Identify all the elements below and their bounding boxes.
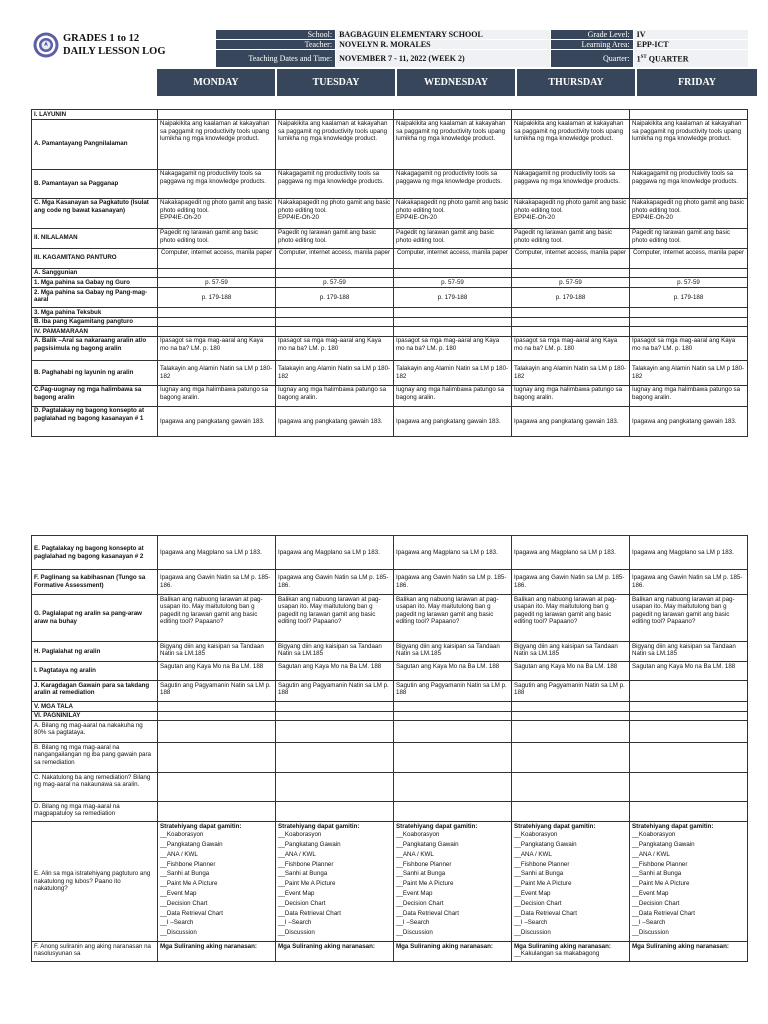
cell-tuesday: Iugnay ang mga halimbawa patungo sa bagong aralin. <box>276 385 394 406</box>
strategy-item: __ANA / KWL <box>278 850 316 858</box>
cell-text: Nakakapagedit ng photo gamit ang basic photo editing tool. <box>514 199 627 214</box>
cell-friday: p. 179-188 <box>630 288 748 308</box>
strategy-item: __Data Retrieval Chart <box>632 909 695 917</box>
row-label: A. Balik –Aral sa nakaraang aralin at/o pagsisimula ng bagong aralin <box>32 336 158 360</box>
cell-friday <box>630 198 748 228</box>
cell-tuesday: p. 179-188 <box>276 288 394 308</box>
cell-friday: Ipasagot sa mga mag-aaral ang Kaya mo na ba? LM. p. 180 <box>630 336 748 360</box>
row-istratehiya <box>32 822 748 942</box>
cell-wednesday: Naipakikita ang kaalaman at kakayahan sa paggamit ng productivity tools upang lumikha ng mga knowledge product. <box>394 119 512 169</box>
cell-wednesday: Sagutan ang Kaya Mo na Ba LM. 188 <box>394 662 512 681</box>
strategy-item: __Decision Chart <box>278 899 326 907</box>
row-label: 3. Mga pahina Teksbuk <box>32 308 158 318</box>
cell-thursday <box>512 822 630 942</box>
strategy-item: __Koaborasyon <box>632 831 676 839</box>
strategy-item: __Fishbone Planner <box>396 860 452 868</box>
cell-thursday: p. 179-188 <box>512 288 630 308</box>
cell-monday <box>158 198 276 228</box>
title-block <box>63 32 166 58</box>
strategy-item: __Sanhi at Bunga <box>396 870 446 878</box>
row-sanggunian <box>32 268 748 278</box>
row-label: D. Bilang ng mga mag-aaral na magpapatuloy sa remediation <box>32 802 158 822</box>
cell-monday: Nakagagamit ng productivity tools sa paggawa ng mga knowledge products. <box>158 169 276 198</box>
row-layunin <box>32 110 748 120</box>
cell-wednesday: Sagutin ang Pagyamanin Natin sa LM p. 188 <box>394 681 512 702</box>
cell-monday: Naipakikita ang kaalaman at kakayahan sa paggamit ng productivity tools upang lumikha ng mga knowledge product. <box>158 119 276 169</box>
strategy-item: __Koaborasyon <box>396 831 440 839</box>
cell-friday: p. 57-59 <box>630 278 748 288</box>
row-label: C. Mga Kasanayan sa Pagkatuto (Isulat ang code ng bawat kasanayan) <box>32 198 158 228</box>
row-nakatulong <box>32 773 748 802</box>
strategy-heading: Stratehiyang dapat gamitin: <box>514 822 596 830</box>
cell-tuesday: Ipagawa ang pangkatang gawain 183. <box>276 406 394 436</box>
strategy-item: __Paint Me A Picture <box>514 880 572 888</box>
strategy-item: __Decision Chart <box>514 899 562 907</box>
school-label: School: <box>216 30 336 40</box>
strategy-item: __I –Search <box>514 919 548 927</box>
strategy-item: __Decision Chart <box>396 899 444 907</box>
day-header-friday: FRIDAY <box>637 69 757 96</box>
strategy-item: __Sanhi at Bunga <box>632 870 682 878</box>
cell-monday <box>158 822 276 942</box>
strategy-item: __ANA / KWL <box>160 850 198 858</box>
cell-tuesday: Ipagawa ang Gawin Natin sa LM p. 185-186. <box>276 570 394 595</box>
title-dll: DAILY LESSON LOG <box>63 46 166 57</box>
strategy-item: __Discussion <box>278 929 315 937</box>
row-label: D. Pagtalakay ng bagong konsepto at paglalahad ng bagong kasanayan # 1 <box>32 406 158 436</box>
row-label: J. Karagdagan Gawain para sa takdang aralin at remediation <box>32 681 158 702</box>
cell-thursday: Ipagawa ang Magplano sa LM p 183. <box>512 536 630 570</box>
row-paglalahat <box>32 642 748 662</box>
cell-wednesday: Mga Suliraning aking naranasan: <box>394 942 512 962</box>
strategy-item: __Sanhi at Bunga <box>160 870 210 878</box>
strategy-item: __Koaborasyon <box>160 831 204 839</box>
row-pagtalakay1 <box>32 406 748 436</box>
cell-thursday: Ipagawa ang Gawin Natin sa LM p. 185-186. <box>512 570 630 595</box>
strategy-item: __Data Retrieval Chart <box>396 909 459 917</box>
row-label: E. Alin sa mga istratehiyang pagtuturo ang nakatulong ng lubos? Paano ito nakatulong? <box>32 822 158 942</box>
cell-thursday: Naipakikita ang kaalaman at kakayahan sa paggamit ng productivity tools upang lumikha ng mga knowledge product. <box>512 119 630 169</box>
cell-thursday: Iugnay ang mga halimbawa patungo sa bagong aralin. <box>512 385 630 406</box>
day-headers <box>157 69 757 96</box>
row-label: 2. Mga pahina sa Gabay ng Pang-mag-aaral <box>32 288 158 308</box>
row-label: H. Paglalahat ng aralin <box>32 642 158 662</box>
strategy-item: __ANA / KWL <box>514 850 552 858</box>
row-label: I. Pagtataya ng aralin <box>32 662 158 681</box>
row-paglalapat <box>32 595 748 642</box>
row-pamantayang <box>32 119 748 169</box>
cell-wednesday: Iugnay ang mga halimbawa patungo sa bagong aralin. <box>394 385 512 406</box>
strategy-item: __I –Search <box>632 919 666 927</box>
row-pagganap <box>32 169 748 198</box>
quarter-rest: QUARTER <box>646 54 689 64</box>
lesson-table-part1 <box>31 109 748 437</box>
cell-text: Nakakapagedit ng photo gamit ang basic photo editing tool. <box>396 199 509 214</box>
cell-monday: Balikan ang nabuong larawan at pag-usapan ito. May maitutulong ban g pagedit ng larawan gamit ang basic editing tool? Papaano? <box>158 595 276 642</box>
strategy-item: __Sanhi at Bunga <box>514 870 564 878</box>
cell-friday: Pagedit ng larawan gamit ang basic photo editing tool. <box>630 228 748 248</box>
cell-friday: Balikan ang nabuong larawan at pag-usapan ito. May maitutulong ban g pagedit ng larawan gamit ang basic editing tool? Papaano? <box>630 595 748 642</box>
cell-monday: Ipagawa ang Gawin Natin sa LM p. 185-186. <box>158 570 276 595</box>
cell-friday: Talakayin ang Alamin Natin sa LM p 180-182 <box>630 360 748 385</box>
cell-tuesday: p. 57-59 <box>276 278 394 288</box>
cell-wednesday: Nakagagamit ng productivity tools sa paggawa ng mga knowledge products. <box>394 169 512 198</box>
cell-tuesday: Pagedit ng larawan gamit ang basic photo editing tool. <box>276 228 394 248</box>
strategy-item: __I –Search <box>396 919 430 927</box>
strategy-heading: Stratehiyang dapat gamitin: <box>278 822 360 830</box>
cell-extra: __Kakulangan sa makabagong <box>514 950 600 958</box>
row-suliranin <box>32 942 748 962</box>
cell-tuesday: Sagutin ang Pagyamanin Natin sa LM p. 188 <box>276 681 394 702</box>
row-label: F. Anong suliranin ang aking naranasan na nasolusyunan sa <box>32 942 158 962</box>
dates-value: NOVEMBER 7 - 11, 2022 (WEEK 2) <box>336 50 550 68</box>
cell-friday: Computer, internet access, manila paper <box>630 248 748 268</box>
quarter-value <box>633 50 748 68</box>
day-header-monday: MONDAY <box>157 69 275 96</box>
strategy-item: __Pangkatang Gawain <box>160 841 223 849</box>
row-label: C.Pag-uugnay ng mga halimbawa sa bagong aralin <box>32 385 158 406</box>
cell-thursday: Ipagawa ang pangkatang gawain 183. <box>512 406 630 436</box>
cell-monday: Sagutin ang Pagyamanin Natin sa LM p. 188 <box>158 681 276 702</box>
cell-text: Nakakapagedit ng photo gamit ang basic photo editing tool. <box>632 199 745 214</box>
row-label: E. Pagtalakay ng bagong konsepto at paglalahad ng bagong kasanayan # 2 <box>32 536 158 570</box>
row-label: C. Nakatulong ba ang remediation? Bilang ng mag-aaral na nakaunawa sa aralin. <box>32 773 158 802</box>
quarter-sup: ST <box>640 55 647 61</box>
strategy-item: __Pangkatang Gawain <box>514 841 577 849</box>
row-label: V. MGA TALA <box>32 702 158 712</box>
cell-wednesday: Ipagawa ang Gawin Natin sa LM p. 185-186. <box>394 570 512 595</box>
row-label: A. Bilang ng mag-aaral na nakakuha ng 80% sa pagtataya. <box>32 721 158 743</box>
strategy-item: __Event Map <box>396 890 433 898</box>
cell-monday: Computer, internet access, manila paper <box>158 248 276 268</box>
day-header-tuesday: TUESDAY <box>277 69 395 96</box>
cell-monday: Sagutan ang Kaya Mo na Ba LM. 188 <box>158 662 276 681</box>
cell-wednesday: Bigyang diin ang kaisipan sa Tandaan Natin sa LM.185 <box>394 642 512 662</box>
row-magaaral <box>32 288 748 308</box>
strategy-item: __Event Map <box>514 890 551 898</box>
cell-tuesday <box>276 822 394 942</box>
cell-wednesday <box>394 822 512 942</box>
cell-thursday: Computer, internet access, manila paper <box>512 248 630 268</box>
strategy-item: __Paint Me A Picture <box>278 880 336 888</box>
row-label: I. LAYUNIN <box>32 110 158 120</box>
cell-code: EPP4IE-Oh-20 <box>632 214 673 222</box>
cell-wednesday: Talakayin ang Alamin Natin sa LM p 180-182 <box>394 360 512 385</box>
cell-thursday: Ipasagot sa mga mag-aaral ang Kaya mo na ba? LM. p. 180 <box>512 336 630 360</box>
cell-monday: Ipagawa ang Magplano sa LM p 183. <box>158 536 276 570</box>
cell-tuesday: Bigyang diin ang kaisipan sa Tandaan Natin sa LM.185 <box>276 642 394 662</box>
cell-wednesday: Pagedit ng larawan gamit ang basic photo editing tool. <box>394 228 512 248</box>
strategy-item: __Sanhi at Bunga <box>278 870 328 878</box>
row-paghahabi <box>32 360 748 385</box>
cell-tuesday: Computer, internet access, manila paper <box>276 248 394 268</box>
row-paglinang <box>32 570 748 595</box>
row-teksbuk <box>32 308 748 318</box>
cell-tuesday: Naipakikita ang kaalaman at kakayahan sa paggamit ng productivity tools upang lumikha ng mga knowledge product. <box>276 119 394 169</box>
strategy-item: __Koaborasyon <box>278 831 322 839</box>
strategy-item: __Paint Me A Picture <box>160 880 218 888</box>
row-label: II. NILALAMAN <box>32 228 158 248</box>
row-label: F. Paglinang sa kabihasnan (Tungo sa Formative Assessment) <box>32 570 158 595</box>
strategy-item: __Paint Me A Picture <box>632 880 690 888</box>
strategy-item: __I –Search <box>160 919 194 927</box>
row-label: VI. PAGNINILAY <box>32 711 158 721</box>
cell-wednesday: Balikan ang nabuong larawan at pag-usapan ito. May maitutulong ban g pagedit ng larawan gamit ang basic editing tool? Papaano? <box>394 595 512 642</box>
cell-friday: Ipagawa ang Magplano sa LM p 183. <box>630 536 748 570</box>
cell-tuesday: Sagutan ang Kaya Mo na Ba LM. 188 <box>276 662 394 681</box>
strategy-item: __Discussion <box>160 929 197 937</box>
cell-friday: Mga Suliraning aking naranasan: <box>630 942 748 962</box>
cell-monday: Bigyang diin ang kaisipan sa Tandaan Natin sa LM.185 <box>158 642 276 662</box>
cell-monday: Ipagawa ang pangkatang gawain 183. <box>158 406 276 436</box>
row-nilalaman <box>32 228 748 248</box>
strategy-item: __Event Map <box>632 890 669 898</box>
row-bilang80 <box>32 721 748 743</box>
title-grades: GRADES 1 to 12 <box>63 33 140 44</box>
cell-thursday: Talakayin ang Alamin Natin sa LM p 180-182 <box>512 360 630 385</box>
cell-thursday: Balikan ang nabuong larawan at pag-usapan ito. May maitutulong ban g pagedit ng larawan gamit ang basic editing tool? Papaano? <box>512 595 630 642</box>
strategy-heading: Stratehiyang dapat gamitin: <box>396 822 478 830</box>
strategy-item: __Fishbone Planner <box>278 860 334 868</box>
school-value: BAGBAGUIN ELEMENTARY SCHOOL <box>336 30 550 40</box>
cell-wednesday <box>394 198 512 228</box>
strategy-item: __I –Search <box>278 919 312 927</box>
row-label: B. Paghahabi ng layunin ng aralin <box>32 360 158 385</box>
strategy-item: __Data Retrieval Chart <box>278 909 341 917</box>
area-value: EPP-ICT <box>633 40 748 50</box>
cell-wednesday: Ipagawa ang pangkatang gawain 183. <box>394 406 512 436</box>
cell-code: EPP4IE-Oh-20 <box>514 214 555 222</box>
strategy-item: __Discussion <box>514 929 551 937</box>
row-label: B. Iba pang Kagamitang pangturo <box>32 317 158 327</box>
cell-friday: Ipagawa ang Gawin Natin sa LM p. 185-186. <box>630 570 748 595</box>
row-remediation <box>32 743 748 773</box>
strategy-heading: Stratehiyang dapat gamitin: <box>160 822 242 830</box>
cell-friday: Bigyang diin ang kaisipan sa Tandaan Natin sa LM.185 <box>630 642 748 662</box>
cell-monday: Talakayin ang Alamin Natin sa LM p 180-182 <box>158 360 276 385</box>
row-pamamaraan <box>32 327 748 337</box>
cell-friday <box>630 822 748 942</box>
row-label: III. KAGAMITANG PANTURO <box>32 248 158 268</box>
row-label: A. Sanggunian <box>32 268 158 278</box>
cell-tuesday <box>276 198 394 228</box>
strategy-item: __ANA / KWL <box>396 850 434 858</box>
strategy-item: __Pangkatang Gawain <box>278 841 341 849</box>
area-label: Learning Area: <box>550 40 633 50</box>
strategy-item: __Fishbone Planner <box>514 860 570 868</box>
cell-tuesday: Nakagagamit ng productivity tools sa paggawa ng mga knowledge products. <box>276 169 394 198</box>
grade-label: Grade Level: <box>550 30 633 40</box>
row-label: B. Pamantayan sa Pagganap <box>32 169 158 198</box>
row-pagtataya <box>32 662 748 681</box>
cell-wednesday: Computer, internet access, manila paper <box>394 248 512 268</box>
cell-friday: Naipakikita ang kaalaman at kakayahan sa paggamit ng productivity tools upang lumikha ng mga knowledge product. <box>630 119 748 169</box>
cell-code: EPP4IE-Oh-20 <box>396 214 437 222</box>
cell-friday: Sagutan ang Kaya Mo na Ba LM. 188 <box>630 662 748 681</box>
strategy-heading: Stratehiyang dapat gamitin: <box>632 822 714 830</box>
cell-friday <box>630 681 748 702</box>
cell-friday: Iugnay ang mga halimbawa patungo sa bagong aralin. <box>630 385 748 406</box>
cell-code: EPP4IE-Oh-20 <box>278 214 319 222</box>
row-kagamitan <box>32 248 748 268</box>
strategy-item: __Event Map <box>278 890 315 898</box>
cell-tuesday: Mga Suliraning aking naranasan: <box>276 942 394 962</box>
strategy-item: __Fishbone Planner <box>632 860 688 868</box>
row-label: A. Pamantayang Pangnilalaman <box>32 119 158 169</box>
cell-text: Nakakapagedit ng photo gamit ang basic photo editing tool. <box>160 199 273 214</box>
quarter-num: 1 <box>636 54 641 64</box>
cell-wednesday: Ipagawa ang Magplano sa LM p 183. <box>394 536 512 570</box>
strategy-item: __Discussion <box>632 929 669 937</box>
strategy-item: __Koaborasyon <box>514 831 558 839</box>
strategy-item: __Decision Chart <box>632 899 680 907</box>
row-paguugnay <box>32 385 748 406</box>
cell-thursday: Sagutan ang Kaya Mo na Ba LM. 188 <box>512 662 630 681</box>
row-label: 1. Mga pahina sa Gabay ng Guro <box>32 278 158 288</box>
strategy-item: __Paint Me A Picture <box>396 880 454 888</box>
dates-label: Teaching Dates and Time: <box>216 50 336 68</box>
cell-tuesday: Balikan ang nabuong larawan at pag-usapan ito. May maitutulong ban g pagedit ng larawan gamit ang basic editing tool? Papaano? <box>276 595 394 642</box>
day-header-wednesday: WEDNESDAY <box>397 69 515 96</box>
strategy-item: __Fishbone Planner <box>160 860 216 868</box>
row-iba <box>32 317 748 327</box>
row-kasanayan <box>32 198 748 228</box>
cell-wednesday: Ipasagot sa mga mag-aaral ang Kaya mo na ba? LM. p. 180 <box>394 336 512 360</box>
cell-thursday: p. 57-59 <box>512 278 630 288</box>
cell-thursday <box>512 198 630 228</box>
strategy-item: __ANA / KWL <box>632 850 670 858</box>
cell-tuesday: Ipagawa ang Magplano sa LM p 183. <box>276 536 394 570</box>
row-magpatuloy <box>32 802 748 822</box>
cell-wednesday: p. 57-59 <box>394 278 512 288</box>
cell-tuesday: Talakayin ang Alamin Natin sa LM p 180-182 <box>276 360 394 385</box>
row-balik <box>32 336 748 360</box>
row-label: G. Paglalapat ng aralin sa pang-araw araw na buhay <box>32 595 158 642</box>
cell-tuesday: Ipasagot sa mga mag-aaral ang Kaya mo na ba? LM. p. 180 <box>276 336 394 360</box>
cell-wednesday: p. 179-188 <box>394 288 512 308</box>
cell-monday: Pagedit ng larawan gamit ang basic photo editing tool. <box>158 228 276 248</box>
strategy-item: __Pangkatang Gawain <box>632 841 695 849</box>
strategy-item: __Discussion <box>396 929 433 937</box>
row-pagninilay <box>32 711 748 721</box>
cell-monday: p. 179-188 <box>158 288 276 308</box>
strategy-item: __Event Map <box>160 890 197 898</box>
cell-monday: p. 57-59 <box>158 278 276 288</box>
strategy-item: __Data Retrieval Chart <box>160 909 223 917</box>
row-pagtalakay2 <box>32 536 748 570</box>
teacher-value: NOVELYN R. MORALES <box>336 40 550 50</box>
cell-friday: Ipagawa ang pangkatang gawain 183. <box>630 406 748 436</box>
strategy-item: __Decision Chart <box>160 899 208 907</box>
row-label: B. Bilang ng mga mag-aaral na nangangailangan ng iba pang gawain para sa remediation <box>32 743 158 773</box>
cell-monday: Mga Suliraning aking naranasan: <box>158 942 276 962</box>
cell-thursday: Sagutin ang Pagyamanin Natin sa LM p. 188 <box>512 681 630 702</box>
cell-text: Nakakapagedit ng photo gamit ang basic photo editing tool. <box>278 199 391 214</box>
cell-monday: Iugnay ang mga halimbawa patungo sa bagong aralin. <box>158 385 276 406</box>
row-karagdagan <box>32 681 748 702</box>
row-guro <box>32 278 748 288</box>
lesson-table-part2 <box>31 535 748 962</box>
row-tala <box>32 702 748 712</box>
cell-thursday: Bigyang diin ang kaisipan sa Tandaan Natin sa LM.185 <box>512 642 630 662</box>
cell-thursday: Nakagagamit ng productivity tools sa paggawa ng mga knowledge products. <box>512 169 630 198</box>
cell-heading: Mga Suliraning aking naranasan: <box>514 942 611 950</box>
strategy-item: __Pangkatang Gawain <box>396 841 459 849</box>
cell-friday: Nakagagamit ng productivity tools sa paggawa ng mga knowledge products. <box>630 169 748 198</box>
quarter-label: Quarter: <box>550 50 633 68</box>
row-label: IV. PAMAMARAAN <box>32 327 158 337</box>
info-table <box>215 29 749 68</box>
strategy-item: __Data Retrieval Chart <box>514 909 577 917</box>
cell-thursday <box>512 942 630 962</box>
cell-thursday: Pagedit ng larawan gamit ang basic photo editing tool. <box>512 228 630 248</box>
cell-monday: Ipasagot sa mga mag-aaral ang Kaya mo na ba? LM. p. 180 <box>158 336 276 360</box>
deped-seal-icon <box>33 32 59 58</box>
cell-code: EPP4IE-Oh-20 <box>160 214 201 222</box>
teacher-label: Teacher: <box>216 40 336 50</box>
grade-value: IV <box>633 30 748 40</box>
day-header-thursday: THURSDAY <box>517 69 635 96</box>
